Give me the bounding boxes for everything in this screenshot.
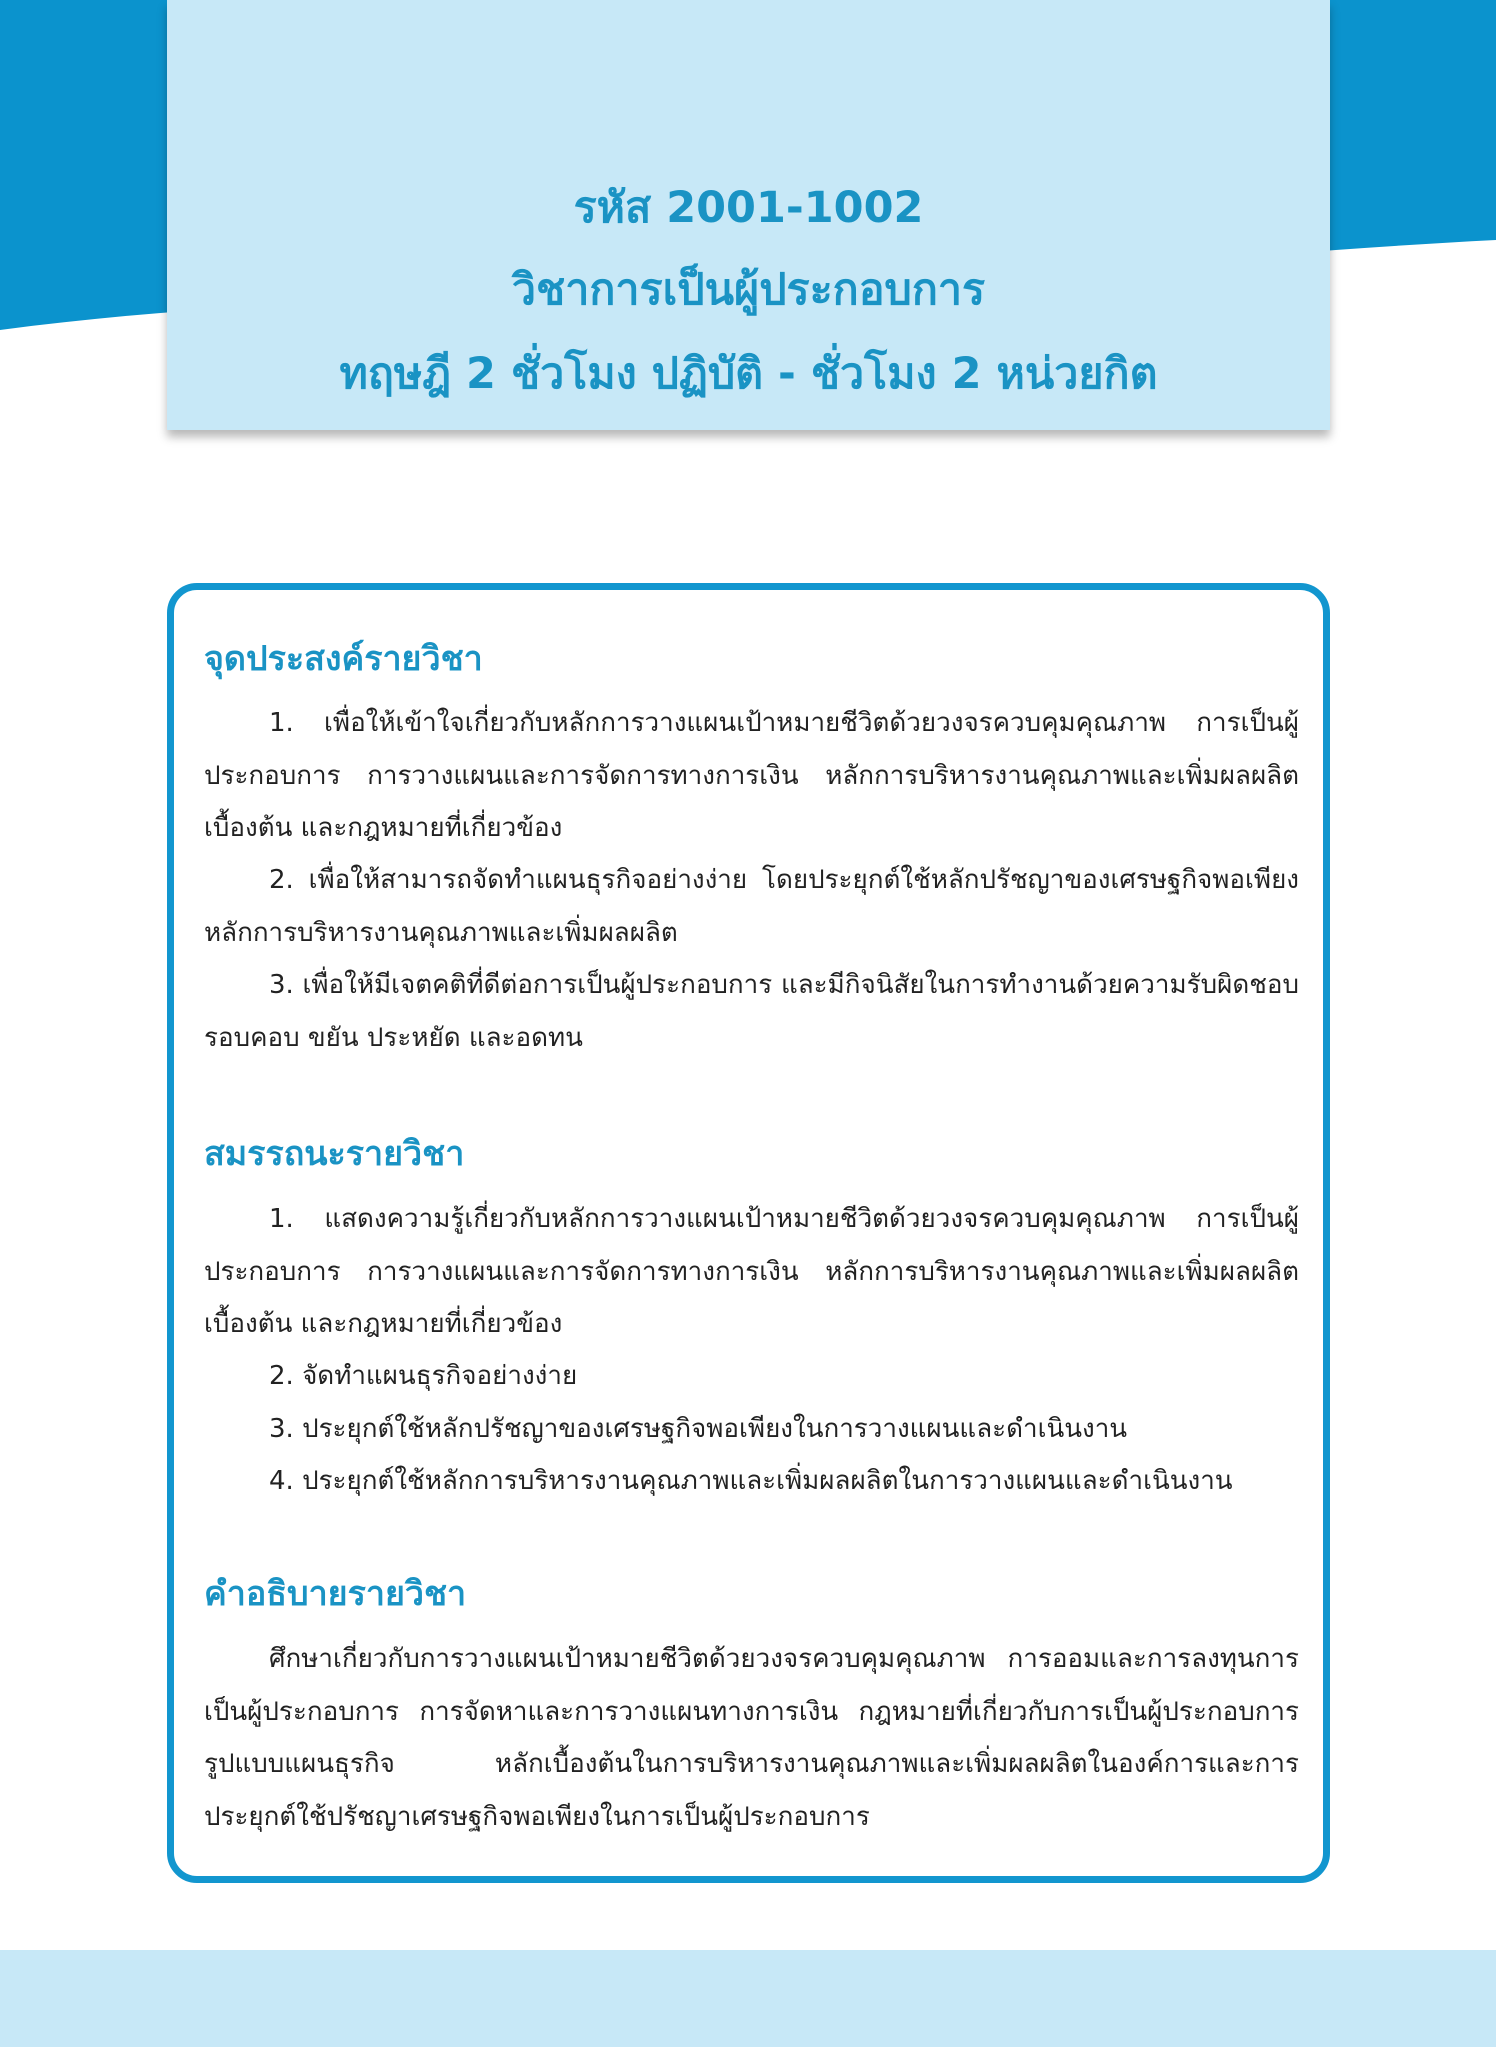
objective-item-3: 3. เพื่อให้มีเจตคติที่ดีต่อการเป็นผู้ประกอบการ และมีกิจนิสัยในการทำงานด้วยความรับผิดชอบ รอบคอบ ขยัน ประหยัด และอดทน [204, 970, 1299, 1053]
course-hours-credits: ทฤษฎี 2 ชั่วโมง ปฏิบัติ - ชั่วโมง 2 หน่วยกิต [339, 349, 1158, 399]
competencies-heading: สมรรถนะรายวิชา [204, 1134, 465, 1174]
competency-item-2: 2. จัดทำแผนธุรกิจอย่างง่าย [269, 1361, 578, 1391]
description-heading: คำอธิบายรายวิชา [204, 1574, 467, 1614]
competency-item-3: 3. ประยุกต์ใช้หลักปรัชญาของเศรษฐกิจพอเพียงในการวางแผนและดำเนินงาน [269, 1414, 1128, 1444]
competency-item-4: 4. ประยุกต์ใช้หลักการบริหารงานคุณภาพและเพิ่มผลผลิตในการวางแผนและดำเนินงาน [269, 1466, 1233, 1496]
course-title: วิชาการเป็นผู้ประกอบการ [511, 265, 986, 315]
footer-band [0, 1950, 1496, 2047]
course-content-box [167, 583, 1330, 1883]
course-header-card [167, 0, 1330, 430]
objectives-heading: จุดประสงค์รายวิชา [204, 639, 483, 679]
description-text: ศึกษาเกี่ยวกับการวางแผนเป้าหมายชีวิตด้วยวงจรควบคุมคุณภาพ การออมและการลงทุนการเป็นผู้ประกอบการ การจัดหาและการวางแผนทางการเงิน กฎหมายที่เกี่ยวกับการเป็นผู้ประกอบการ รูปแบบแผนธุรกิจ หลักเบื้องต้นในการบริหารงานคุณภาพและเพิ่มผลผลิตในองค์การและการประยุกต์ใช้ปรัชญาเศรษฐกิจพอเพียงในการเป็นผู้ประกอบการ [204, 1644, 1299, 1832]
competency-item-1: 1. แสดงความรู้เกี่ยวกับหลักการวางแผนเป้าหมายชีวิตด้วยวงจรควบคุมคุณภาพ การเป็นผู้ประกอบการ การวางแผนและการจัดการทางการเงิน หลักการบริหารงานคุณภาพและเพิ่มผลผลิตเบื้องต้น และกฎหมายที่เกี่ยวข้อง [204, 1204, 1299, 1339]
course-code: รหัส 2001-1002 [573, 183, 924, 233]
objective-item-1: 1. เพื่อให้เข้าใจเกี่ยวกับหลักการวางแผนเป้าหมายชีวิตด้วยวงจรควบคุมคุณภาพ การเป็นผู้ประกอบการ การวางแผนและการจัดการทางการเงิน หลักการบริหารงานคุณภาพและเพิ่มผลผลิตเบื้องต้น และกฎหมายที่เกี่ยวข้อง [204, 708, 1299, 843]
objective-item-2: 2. เพื่อให้สามารถจัดทำแผนธุรกิจอย่างง่าย โดยประยุกต์ใช้หลักปรัชญาของเศรษฐกิจพอเพียง หลักการบริหารงานคุณภาพและเพิ่มผลผลิต [204, 865, 1299, 948]
